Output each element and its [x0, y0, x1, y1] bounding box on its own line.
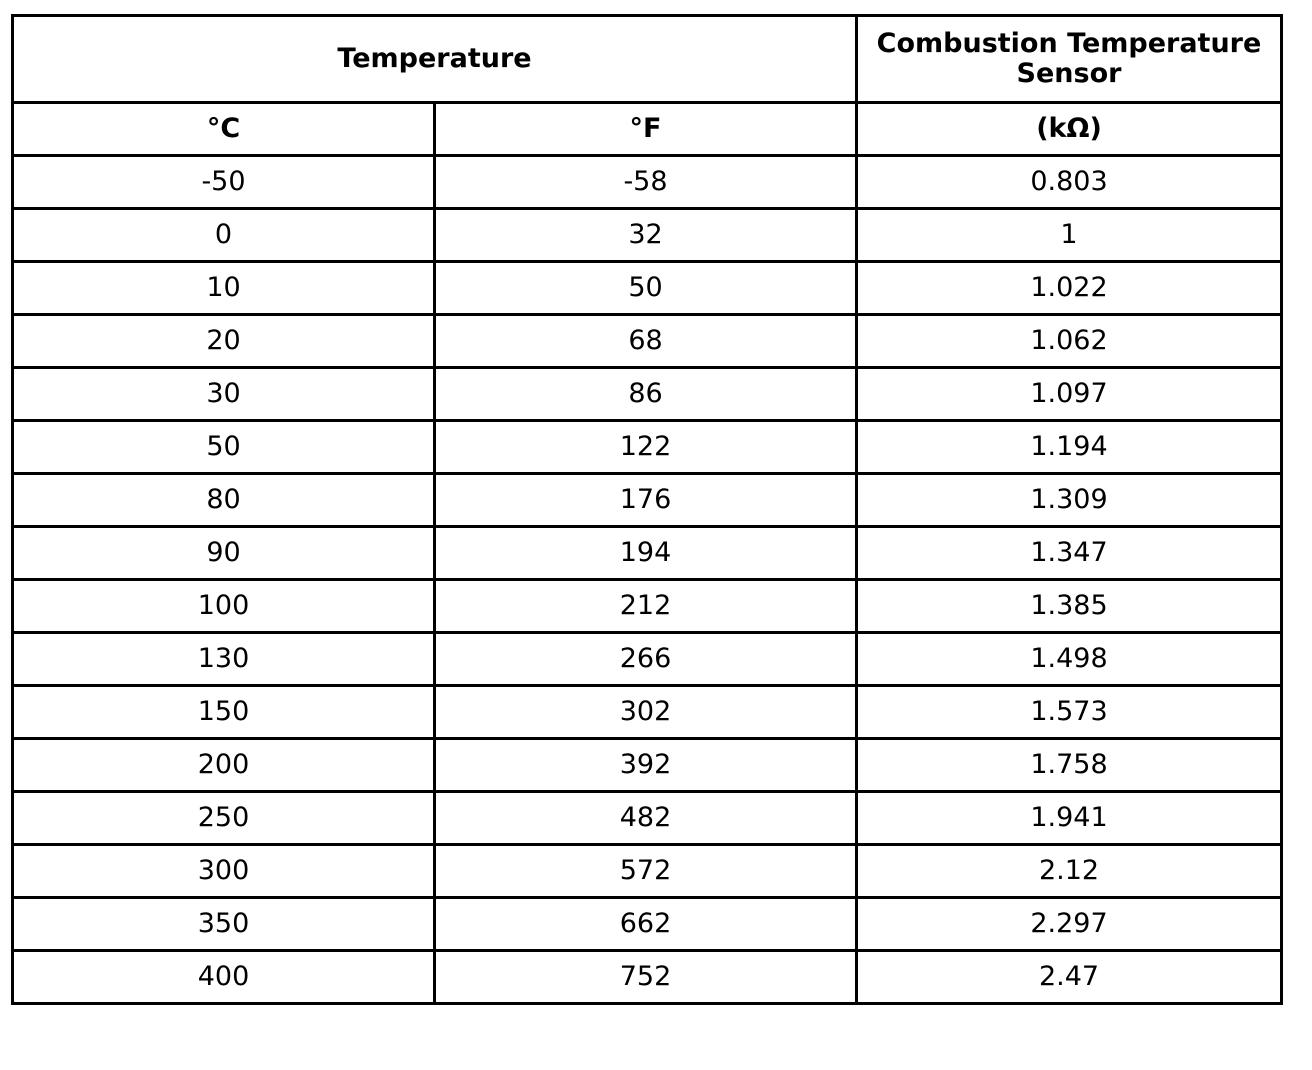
cell-kohm: 1.347: [857, 527, 1282, 580]
cell-celsius: 300: [13, 845, 435, 898]
table-row: [13, 792, 1282, 845]
cell-kohm: 0.803: [857, 156, 1282, 209]
cell-fahrenheit: 122: [435, 421, 857, 474]
cell-celsius: 400: [13, 951, 435, 1004]
cell-celsius: 20: [13, 315, 435, 368]
table-row: [13, 739, 1282, 792]
cell-fahrenheit: 86: [435, 368, 857, 421]
header-temperature: Temperature: [13, 16, 857, 103]
cell-kohm: 1: [857, 209, 1282, 262]
cell-celsius: -50: [13, 156, 435, 209]
table-row: [13, 315, 1282, 368]
header-kohm: (kΩ): [857, 103, 1282, 156]
cell-kohm: 1.941: [857, 792, 1282, 845]
cell-celsius: 250: [13, 792, 435, 845]
cell-celsius: 90: [13, 527, 435, 580]
cell-kohm: 1.758: [857, 739, 1282, 792]
cell-fahrenheit: 266: [435, 633, 857, 686]
cell-kohm: 1.498: [857, 633, 1282, 686]
table-row: [13, 951, 1282, 1004]
cell-kohm: 1.194: [857, 421, 1282, 474]
cell-celsius: 100: [13, 580, 435, 633]
table-row: [13, 421, 1282, 474]
cell-fahrenheit: 482: [435, 792, 857, 845]
cell-fahrenheit: 32: [435, 209, 857, 262]
cell-celsius: 30: [13, 368, 435, 421]
table-row: [13, 156, 1282, 209]
header-celsius: °C: [13, 103, 435, 156]
cell-fahrenheit: 212: [435, 580, 857, 633]
cell-celsius: 80: [13, 474, 435, 527]
cell-kohm: 2.47: [857, 951, 1282, 1004]
table-row: [13, 209, 1282, 262]
cell-celsius: 50: [13, 421, 435, 474]
table-row: [13, 262, 1282, 315]
table-row: [13, 686, 1282, 739]
header-row-units: [13, 103, 1282, 156]
cell-fahrenheit: 68: [435, 315, 857, 368]
cell-fahrenheit: 50: [435, 262, 857, 315]
table-body: [13, 156, 1282, 1004]
cell-celsius: 10: [13, 262, 435, 315]
header-fahrenheit: °F: [435, 103, 857, 156]
table-row: [13, 580, 1282, 633]
cell-kohm: 1.385: [857, 580, 1282, 633]
table-row: [13, 368, 1282, 421]
cell-fahrenheit: 752: [435, 951, 857, 1004]
cell-fahrenheit: 176: [435, 474, 857, 527]
cell-fahrenheit: 392: [435, 739, 857, 792]
cell-fahrenheit: 302: [435, 686, 857, 739]
cell-kohm: 1.309: [857, 474, 1282, 527]
table-row: [13, 527, 1282, 580]
cell-celsius: 0: [13, 209, 435, 262]
cell-kohm: 1.022: [857, 262, 1282, 315]
cell-celsius: 130: [13, 633, 435, 686]
header-sensor: Combustion Temperature Sensor: [857, 16, 1282, 103]
cell-fahrenheit: 194: [435, 527, 857, 580]
sensor-table: [11, 14, 1283, 1005]
cell-fahrenheit: 572: [435, 845, 857, 898]
cell-celsius: 150: [13, 686, 435, 739]
cell-kohm: 1.097: [857, 368, 1282, 421]
cell-fahrenheit: 662: [435, 898, 857, 951]
table-row: [13, 474, 1282, 527]
table-row: [13, 898, 1282, 951]
table-row: [13, 845, 1282, 898]
table-row: [13, 633, 1282, 686]
cell-fahrenheit: -58: [435, 156, 857, 209]
header-row-group: [13, 16, 1282, 103]
cell-kohm: 1.573: [857, 686, 1282, 739]
cell-kohm: 2.12: [857, 845, 1282, 898]
cell-celsius: 200: [13, 739, 435, 792]
cell-kohm: 2.297: [857, 898, 1282, 951]
cell-celsius: 350: [13, 898, 435, 951]
table-container: [11, 14, 1283, 1005]
cell-kohm: 1.062: [857, 315, 1282, 368]
